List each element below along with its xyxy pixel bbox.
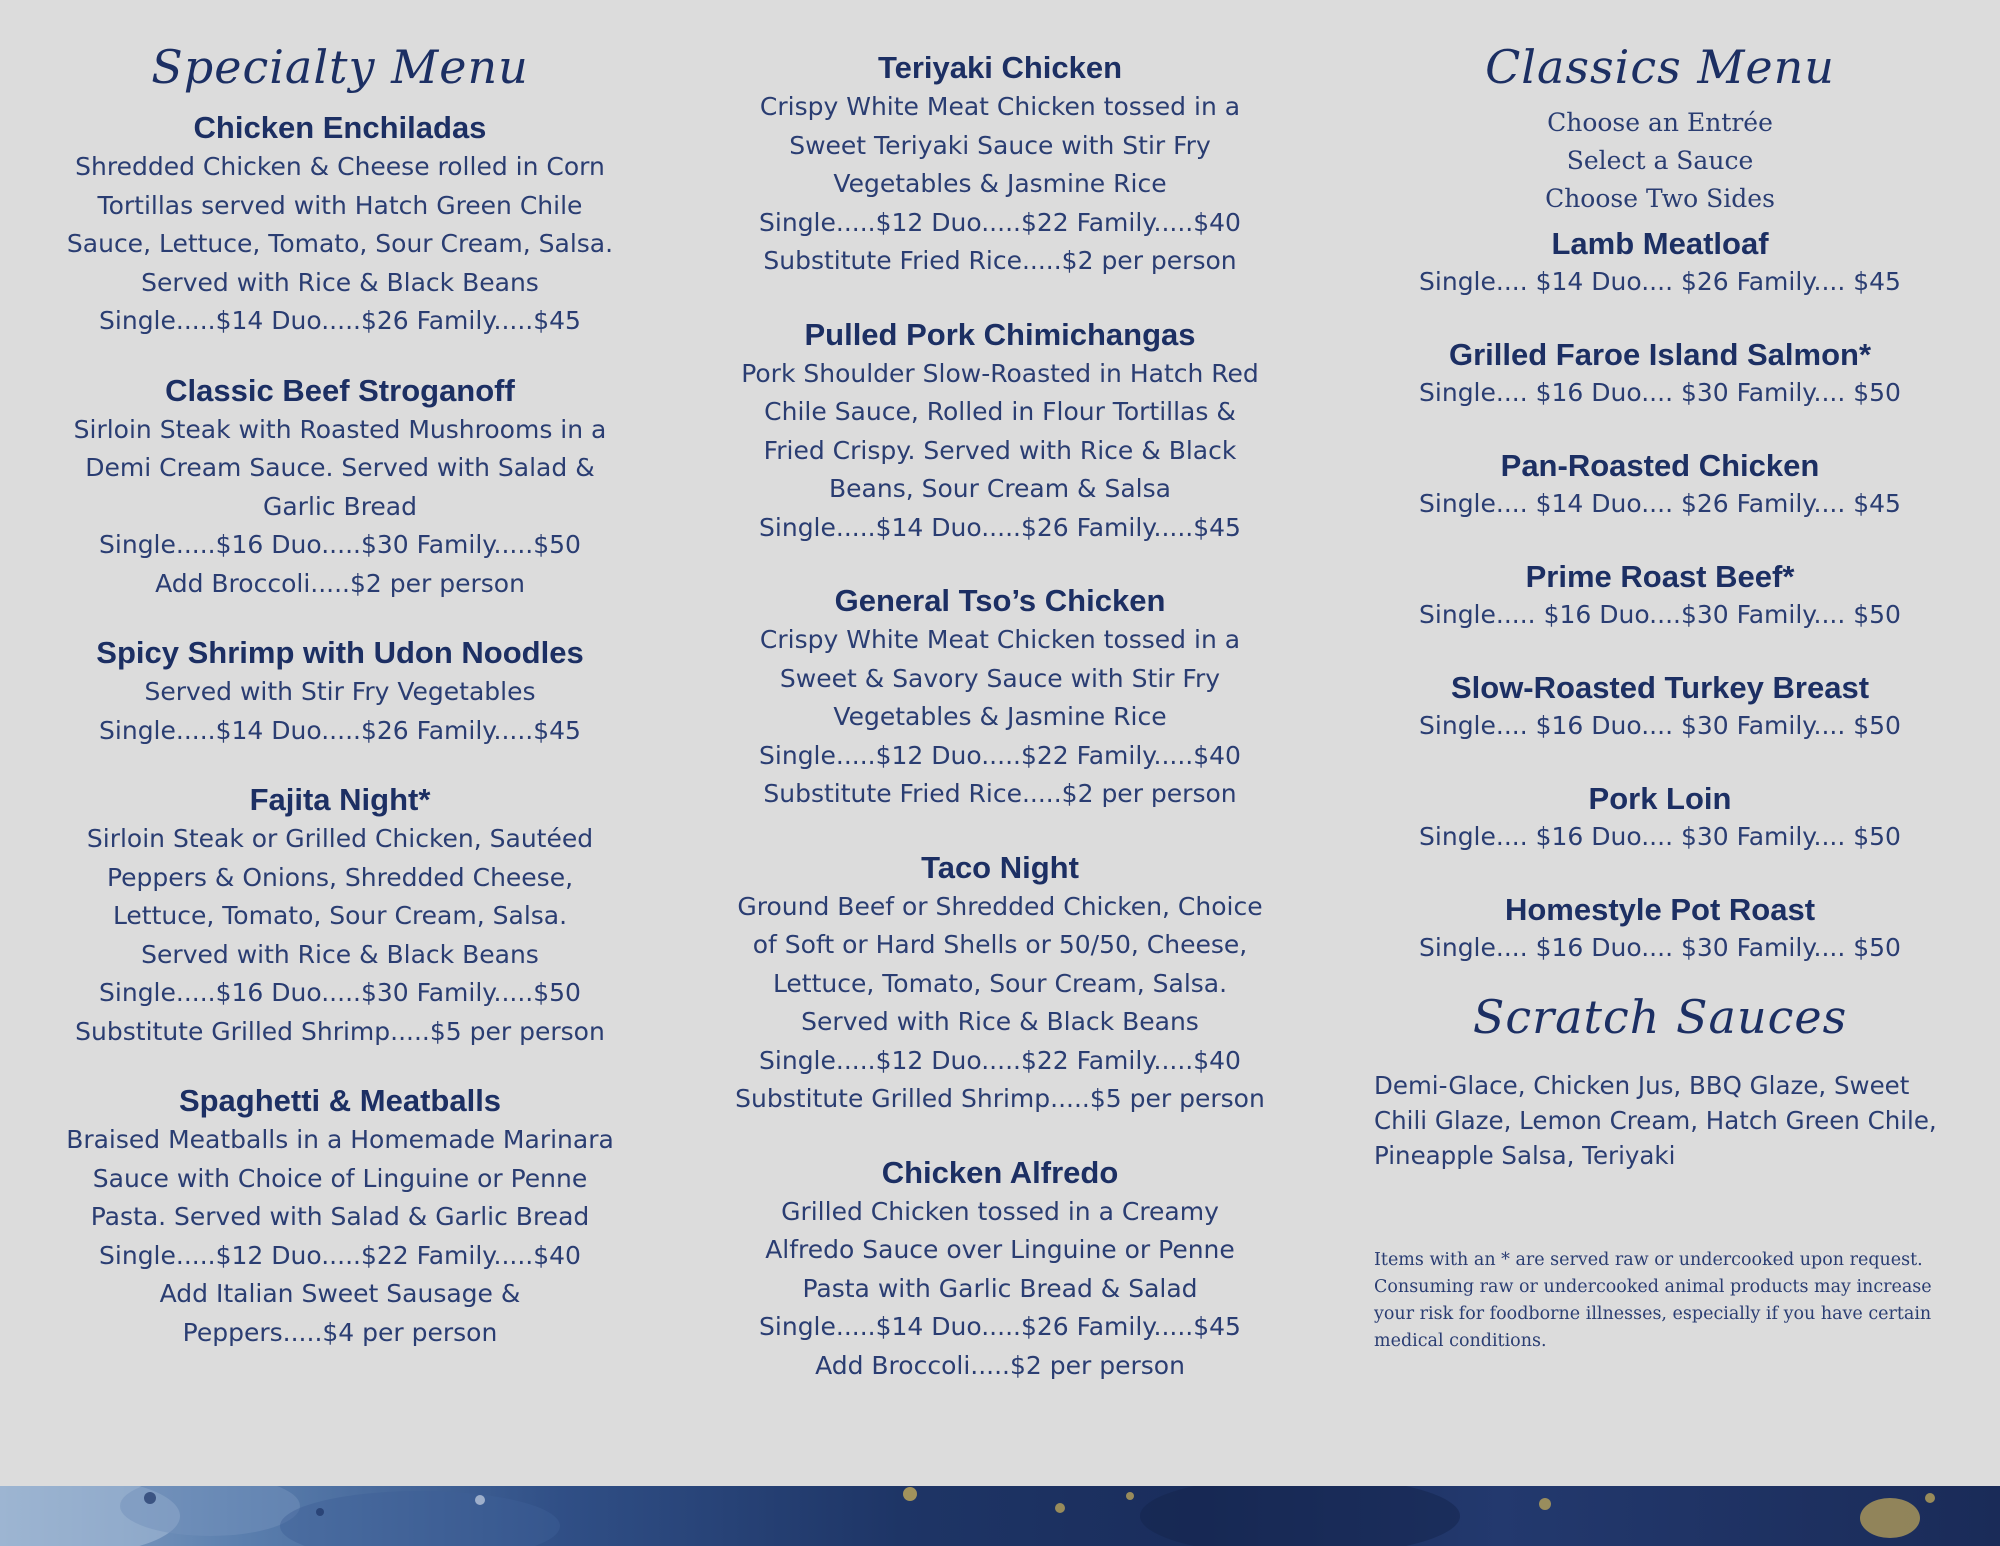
scratch-sauces-list: Demi-Glace, Chicken Jus, BBQ Glaze, Sweet Chili Glaze, Lemon Cream, Hatch Green Chile, Pineapple Salsa, Teriyaki — [1374, 1071, 1937, 1170]
dish-price-line: Single.....$14 Duo.....$26 Family.....$45 — [99, 306, 581, 335]
dish-description-line: Served with Rice & Black Beans — [801, 1007, 1199, 1036]
classic-item-pork-loin — [1370, 779, 1950, 855]
dish-name: Spaghetti & Meatballs — [178, 1083, 502, 1118]
dish-description-line: Served with Stir Fry Vegetables — [144, 677, 536, 706]
dish-name: Pulled Pork Chimichangas — [804, 316, 1196, 352]
dish-chicken-enchiladas — [55, 108, 625, 341]
dish-description-line: Sweet & Savory Sauce with Stir Fry — [779, 663, 1221, 693]
specialty-menu-column — [55, 38, 625, 1382]
classic-item-price: Single.... $16 Duo.... $30 Family.... $50 — [1419, 378, 1901, 407]
dish-name: Chicken Alfredo — [881, 1154, 1119, 1190]
dish-general-tsos-chicken — [720, 581, 1280, 814]
dish-chicken-alfredo — [720, 1153, 1280, 1386]
dish-name: Taco Night — [921, 849, 1079, 885]
dish-description-line: Served with Rice & Black Beans — [141, 939, 539, 969]
dish-description-line: Grilled Chicken tossed in a Creamy — [781, 1196, 1219, 1226]
dish-description-line: Sweet Teriyaki Sauce with Stir Fry — [789, 130, 1211, 160]
classic-item-name: Grilled Faroe Island Salmon* — [1448, 337, 1872, 372]
dish-description-line: Vegetables & Jasmine Rice — [833, 169, 1167, 198]
classics-step: Select a Sauce — [1566, 146, 1754, 175]
dish-teriyaki-chicken — [720, 48, 1280, 281]
specialty-menu-title: Specialty Menu — [151, 40, 529, 94]
classic-item-prime-roast-beef — [1370, 557, 1950, 633]
dish-description-line: Peppers & Onions, Shredded Cheese, — [106, 862, 574, 892]
classics-menu-column — [1370, 38, 1950, 1355]
dish-description-line: Demi Cream Sauce. Served with Salad & — [85, 453, 595, 482]
classics-step: Choose Two Sides — [1545, 184, 1775, 213]
dish-description-line: Garlic Bread — [262, 491, 417, 521]
classic-item-faroe-salmon — [1370, 335, 1950, 411]
classic-item-name: Pork Loin — [1588, 781, 1732, 816]
dish-description-line: Sauce with Choice of Linguine or Penne — [92, 1163, 588, 1193]
dish-description-line: Pasta with Garlic Bread & Salad — [802, 1273, 1198, 1303]
dish-description-line: Crispy White Meat Chicken tossed in a — [759, 625, 1241, 654]
dish-addon-line: Substitute Grilled Shrimp.....$5 per person — [735, 1084, 1265, 1113]
dish-price-line: Single.....$12 Duo.....$22 Family.....$40 — [99, 1240, 581, 1270]
classic-item-lamb-meatloaf — [1370, 224, 1950, 300]
classic-item-name: Pan-Roasted Chicken — [1500, 448, 1820, 483]
raw-food-disclaimer: Items with an * are served raw or undercooked upon request. Consuming raw or undercooked animal products may increase your risk for foodborne illnesses, especially if you have certain medical conditions. — [1374, 1250, 1932, 1351]
dish-description-line: Pasta. Served with Salad & Garlic Bread — [90, 1202, 590, 1231]
dish-price-line: Single.....$14 Duo.....$26 Family.....$45 — [99, 715, 581, 745]
dish-spaghetti-meatballs — [55, 1081, 625, 1352]
classic-item-name: Slow-Roasted Turkey Breast — [1450, 670, 1870, 705]
classic-item-turkey-breast — [1370, 668, 1950, 744]
dish-price-line: Single.....$12 Duo.....$22 Family.....$40 — [759, 740, 1241, 770]
dish-name: Fajita Night* — [249, 782, 431, 817]
dish-description-line: Crispy White Meat Chicken tossed in a — [759, 92, 1241, 121]
dish-name: General Tso’s Chicken — [834, 583, 1166, 618]
dish-description-line: Chile Sauce, Rolled in Flour Tortillas & — [764, 397, 1236, 426]
classic-item-price: Single.... $14 Duo.... $26 Family.... $45 — [1419, 489, 1901, 518]
dish-addon-line: Add Broccoli.....$2 per person — [155, 568, 525, 598]
dish-description-line: Vegetables & Jasmine Rice — [833, 702, 1167, 731]
dish-price-line: Single.....$14 Duo.....$26 Family.....$45 — [759, 1312, 1241, 1341]
watercolor-texture-graphic — [0, 1486, 2000, 1546]
dish-description-line: Tortillas served with Hatch Green Chile — [97, 190, 583, 220]
dish-description-line: Sirloin Steak or Grilled Chicken, Sautéed — [86, 824, 594, 853]
scratch-sauces-title: Scratch Sauces — [1472, 990, 1848, 1044]
classics-menu-title: Classics Menu — [1485, 40, 1835, 94]
dish-name: Classic Beef Stroganoff — [165, 372, 515, 408]
dish-addon-line: Add Broccoli.....$2 per person — [815, 1350, 1185, 1380]
dish-name: Chicken Enchiladas — [193, 110, 487, 145]
dish-name: Teriyaki Chicken — [877, 50, 1123, 85]
dish-price-line: Single.....$12 Duo.....$22 Family.....$40 — [759, 207, 1241, 237]
classic-item-name: Prime Roast Beef* — [1525, 559, 1795, 594]
classics-step: Choose an Entrée — [1547, 108, 1773, 137]
dish-description-line: Sirloin Steak with Roasted Mushrooms in a — [73, 414, 607, 444]
dish-addon-line: Substitute Fried Rice.....$2 per person — [763, 246, 1237, 275]
dish-spicy-shrimp-udon — [55, 633, 625, 750]
classic-item-name: Lamb Meatloaf — [1551, 226, 1769, 261]
dish-description-line: Braised Meatballs in a Homemade Marinara — [66, 1125, 614, 1154]
classic-item-price: Single..... $16 Duo....$30 Family.... $50 — [1419, 600, 1901, 629]
dish-classic-beef-stroganoff — [55, 371, 625, 604]
dish-price-line: Single.....$12 Duo.....$22 Family.....$40 — [759, 1045, 1241, 1075]
classic-item-price: Single.... $14 Duo.... $26 Family.... $45 — [1419, 267, 1901, 296]
dish-price-line: Single.....$14 Duo.....$26 Family.....$45 — [759, 512, 1241, 542]
dish-addon-line: Add Italian Sweet Sausage & — [159, 1279, 521, 1308]
dish-price-line: Single.....$16 Duo.....$30 Family.....$50 — [99, 530, 581, 559]
classic-item-name: Homestyle Pot Roast — [1504, 892, 1816, 927]
dish-price-line: Single.....$16 Duo.....$30 Family.....$50 — [99, 978, 581, 1007]
specialty-menu-continued-column — [720, 48, 1280, 1419]
dish-description-line: Ground Beef or Shredded Chicken, Choice — [737, 891, 1263, 921]
classic-item-pot-roast — [1370, 890, 1950, 966]
dish-description-line: Served with Rice & Black Beans — [141, 267, 539, 297]
dish-description-line: Beans, Sour Cream & Salsa — [829, 474, 1171, 503]
classic-item-price: Single.... $16 Duo.... $30 Family.... $50 — [1419, 933, 1901, 962]
dish-description-line: Lettuce, Tomato, Sour Cream, Salsa. — [112, 901, 568, 930]
dish-addon-line: Substitute Grilled Shrimp.....$5 per person — [75, 1016, 605, 1046]
dish-name: Spicy Shrimp with Udon Noodles — [96, 635, 584, 670]
dish-description-line: Fried Crispy. Served with Rice & Black — [763, 435, 1237, 465]
watercolor-footer-band — [0, 1486, 2000, 1546]
dish-description-line: Alfredo Sauce over Linguine or Penne — [765, 1235, 1235, 1264]
classic-item-price: Single.... $16 Duo.... $30 Family.... $50 — [1419, 711, 1901, 740]
dish-addon-line: Peppers.....$4 per person — [182, 1317, 498, 1347]
dish-taco-night — [720, 848, 1280, 1119]
dish-description-line: Shredded Chicken & Cheese rolled in Corn — [75, 152, 605, 181]
classics-steps — [1370, 104, 1950, 218]
dish-description-line: Pork Shoulder Slow-Roasted in Hatch Red — [741, 358, 1259, 388]
dish-pulled-pork-chimichangas — [720, 315, 1280, 548]
classic-item-pan-roasted-chicken — [1370, 446, 1950, 522]
dish-addon-line: Substitute Fried Rice.....$2 per person — [763, 779, 1237, 808]
dish-description-line: Lettuce, Tomato, Sour Cream, Salsa. — [772, 968, 1228, 998]
classic-item-price: Single.... $16 Duo.... $30 Family.... $50 — [1419, 822, 1901, 851]
dish-description-line: of Soft or Hard Shells or 50/50, Cheese, — [752, 930, 1248, 959]
dish-description-line: Sauce, Lettuce, Tomato, Sour Cream, Salsa. — [66, 229, 614, 258]
dish-fajita-night — [55, 780, 625, 1051]
